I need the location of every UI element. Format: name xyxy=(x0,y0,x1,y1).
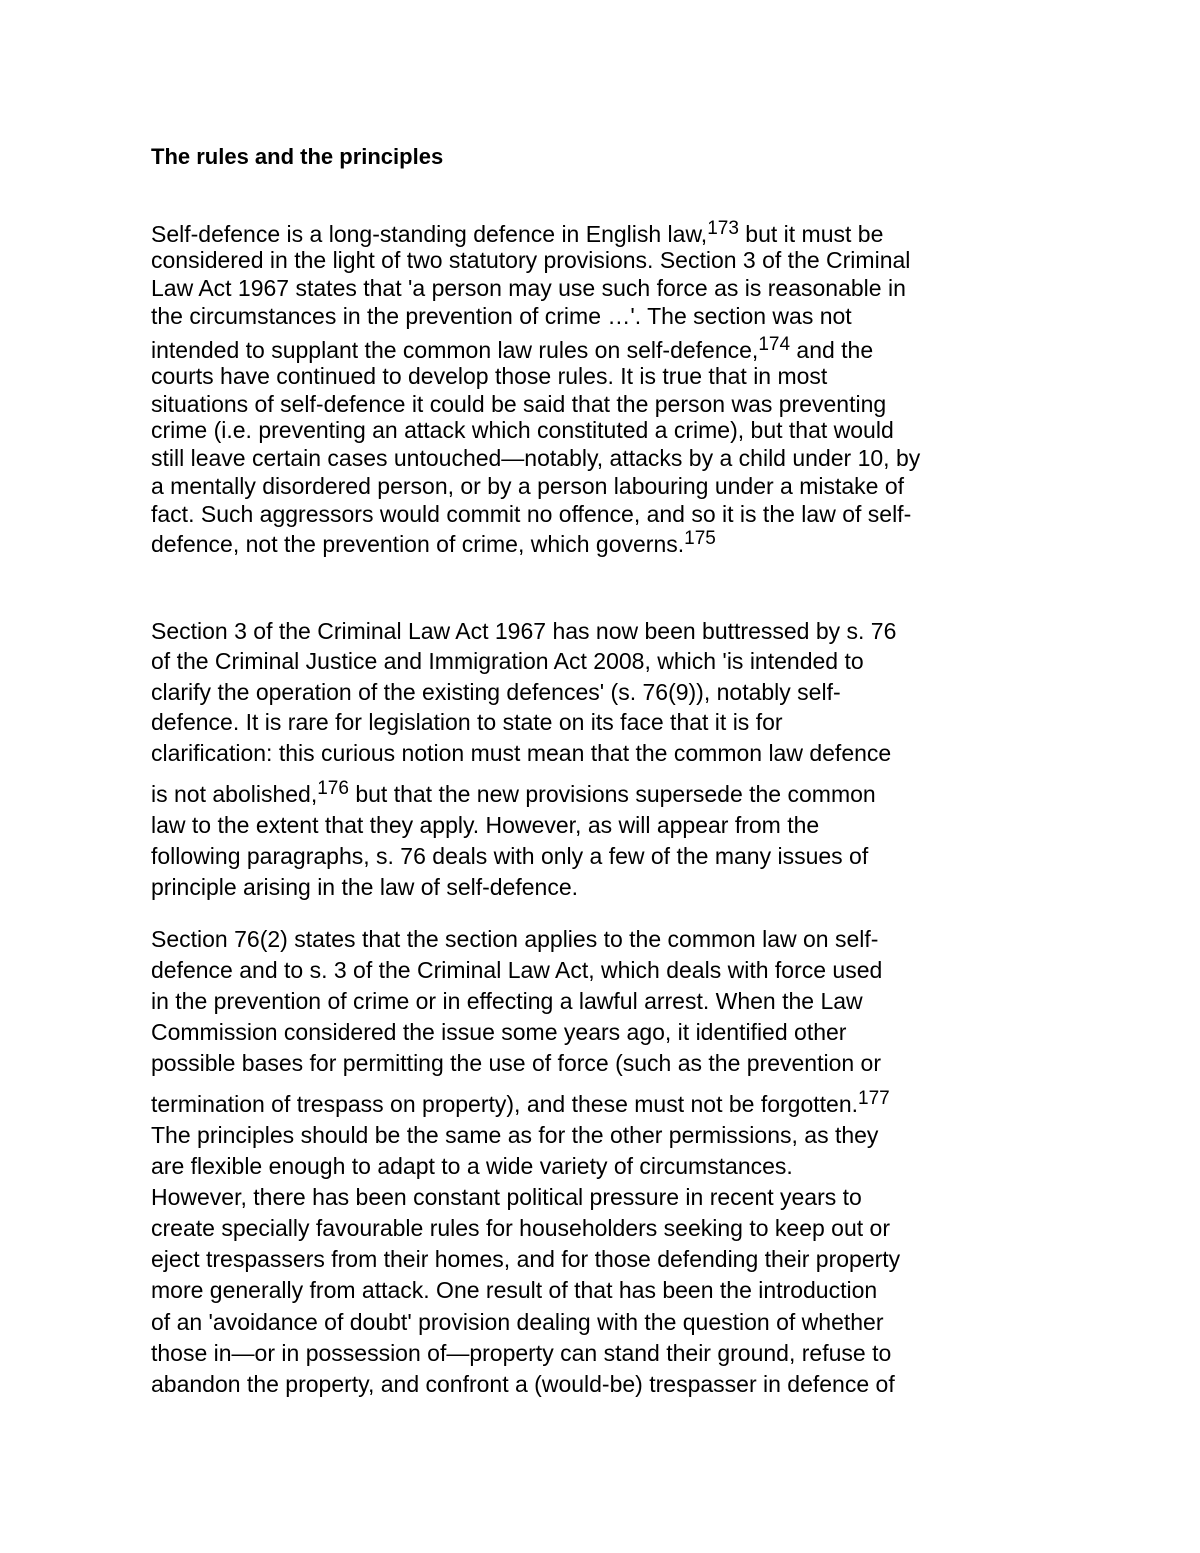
line-text: of the Criminal Justice and Immigration Act 2008, which 'is intended to xyxy=(151,648,864,674)
line-text: law to the extent that they apply. However, as will appear from the xyxy=(151,812,820,838)
footnote-ref: 176 xyxy=(317,778,349,799)
text-line xyxy=(151,842,868,870)
text-line xyxy=(151,647,864,675)
line-text: is not abolished, xyxy=(151,781,318,807)
line-text: a mentally disordered person, or by a person labouring under a mistake of xyxy=(151,473,905,499)
text-line xyxy=(151,1339,891,1367)
line-text: clarify the operation of the existing defences' (s. 76(9)), notably self- xyxy=(151,679,841,705)
text-line xyxy=(151,220,883,248)
section-heading: The rules and the principles xyxy=(151,144,444,169)
line-text: The principles should be the same as for the other permissions, as they xyxy=(151,1122,879,1148)
line-text: more generally from attack. One result of that has been the introduction xyxy=(151,1277,878,1303)
line-text: eject trespassers from their homes, and for those defending their property xyxy=(151,1246,901,1272)
footnote-ref: 175 xyxy=(684,528,716,549)
line-text: abandon the property, and confront a (would-be) trespasser in defence of xyxy=(151,1371,895,1397)
line-text: following paragraphs, s. 76 deals with only a few of the many issues of xyxy=(151,843,869,869)
text-line xyxy=(151,390,886,418)
line-text: fact. Such aggressors would commit no offence, and so it is the law of self- xyxy=(151,501,912,527)
line-text: possible bases for permitting the use of force (such as the prevention or xyxy=(151,1050,882,1076)
line-text: courts have continued to develop those rules. It is true that in most xyxy=(151,363,828,389)
line-text: in the prevention of crime or in effecting a lawful arrest. When the Law xyxy=(151,988,863,1014)
line-text: defence, not the prevention of crime, which governs. xyxy=(151,531,685,557)
footnote-ref: 173 xyxy=(707,218,739,239)
text-line xyxy=(151,1245,900,1273)
text-line xyxy=(151,1308,884,1336)
line-text: However, there has been constant political pressure in recent years to xyxy=(151,1184,862,1210)
line-text: but that the new provisions supersede the common xyxy=(348,781,876,807)
text-line xyxy=(151,416,894,444)
line-text: termination of trespass on property), and these must not be forgotten. xyxy=(151,1091,859,1117)
text-line xyxy=(151,336,873,364)
line-text: crime (i.e. preventing an attack which constituted a crime), but that would xyxy=(151,417,894,443)
text-line xyxy=(151,246,910,274)
text-line xyxy=(151,987,863,1015)
line-text: intended to supplant the common law rules on self-defence, xyxy=(151,337,759,363)
text-line xyxy=(151,1152,793,1180)
line-text: defence. It is rare for legislation to state on its face that it is for xyxy=(151,709,783,735)
text-line xyxy=(151,780,876,808)
text-line xyxy=(151,956,882,984)
line-text: clarification: this curious notion must mean that the common law defence xyxy=(151,740,892,766)
line-text: Commission considered the issue some years ago, it identified other xyxy=(151,1019,847,1045)
footnote-ref: 174 xyxy=(758,334,791,355)
line-text: the circumstances in the prevention of crime …'. The section was not xyxy=(151,303,852,329)
line-text: Law Act 1967 states that 'a person may use such force as is reasonable in xyxy=(151,275,906,301)
text-line xyxy=(151,873,578,901)
line-text: and the xyxy=(790,337,874,363)
text-line xyxy=(151,739,891,767)
line-text: but it must be xyxy=(738,221,884,247)
text-line xyxy=(151,678,841,706)
text-line xyxy=(151,472,904,500)
text-line xyxy=(151,1090,890,1118)
text-line xyxy=(151,1183,862,1211)
line-text: principle arising in the law of self-defence. xyxy=(151,874,579,900)
line-text: create specially favourable rules for householders seeking to keep out or xyxy=(151,1215,890,1241)
line-text: considered in the light of two statutory provisions. Section 3 of the Criminal xyxy=(151,247,911,273)
text-line xyxy=(151,530,716,558)
line-text: those in—or in possession of—property can stand their ground, refuse to xyxy=(151,1340,892,1366)
line-text: are flexible enough to adapt to a wide variety of circumstances. xyxy=(151,1153,793,1179)
line-text: Section 3 of the Criminal Law Act 1967 has now been buttressed by s. 76 xyxy=(151,618,897,644)
text-line xyxy=(151,1370,895,1398)
text-line xyxy=(151,274,906,302)
text-line xyxy=(151,1049,881,1077)
line-text: situations of self-defence it could be said that the person was preventing xyxy=(151,391,887,417)
footnote-ref: 177 xyxy=(858,1088,890,1109)
text-line xyxy=(151,362,827,390)
text-line xyxy=(151,1276,877,1304)
text-line xyxy=(151,1121,878,1149)
text-line xyxy=(151,500,911,528)
text-line xyxy=(151,302,852,330)
line-text: still leave certain cases untouched—notably, attacks by a child under 10, by xyxy=(151,445,921,471)
text-line xyxy=(151,1018,846,1046)
text-line xyxy=(151,811,819,839)
line-text: Self-defence is a long-standing defence in English law, xyxy=(151,221,708,247)
text-line xyxy=(151,708,783,736)
text-line xyxy=(151,444,920,472)
text-line xyxy=(151,925,878,953)
text-line xyxy=(151,1214,890,1242)
line-text: Section 76(2) states that the section applies to the common law on self- xyxy=(151,926,879,952)
line-text: defence and to s. 3 of the Criminal Law Act, which deals with force used xyxy=(151,957,883,983)
text-line xyxy=(151,617,896,645)
line-text: of an 'avoidance of doubt' provision dealing with the question of whether xyxy=(151,1309,884,1335)
